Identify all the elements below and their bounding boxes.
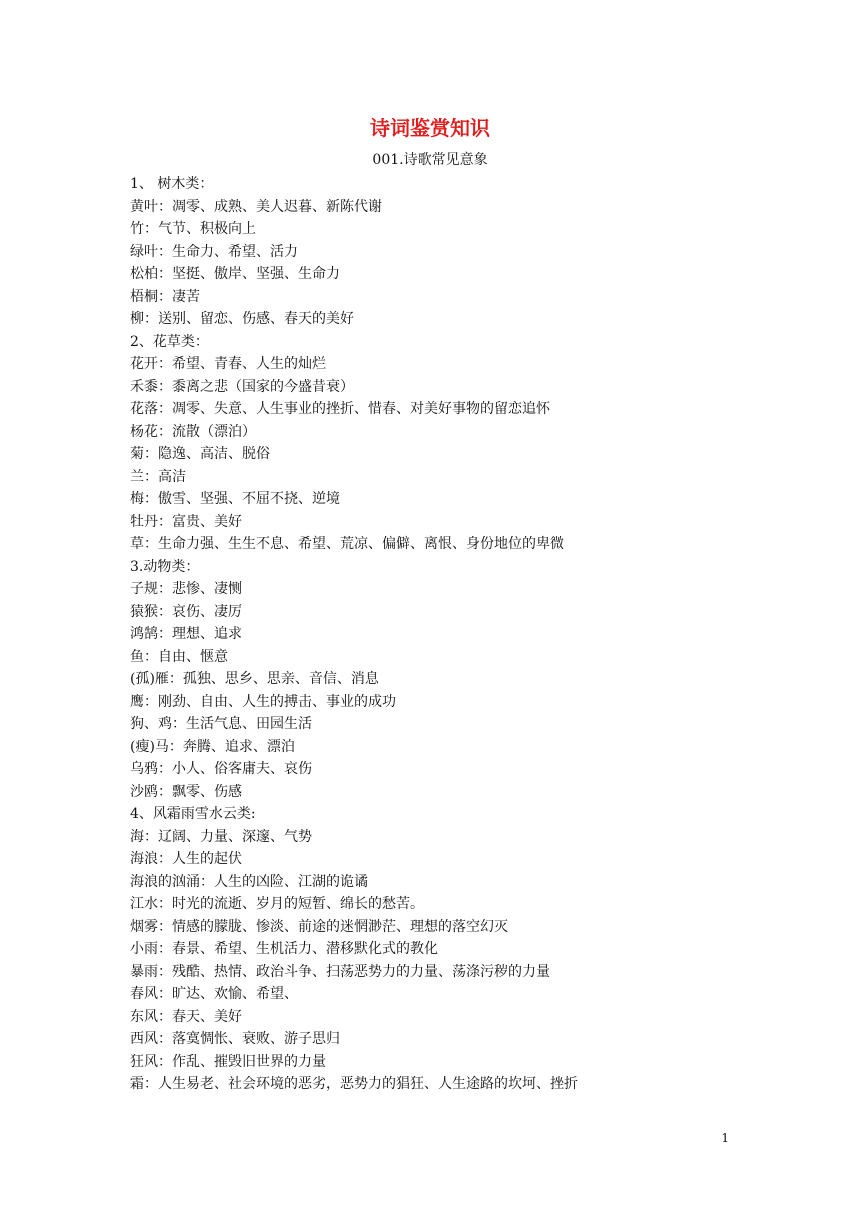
text-line: 绿叶：生命力、希望、活力 [130, 243, 298, 260]
text-line: 梅：傲雪、坚强、不屈不挠、逆境 [130, 491, 340, 507]
text-line: 杨花：流散（漂泊） [130, 423, 256, 440]
text-line: 海：辽阔、力量、深邃、气势 [130, 828, 312, 845]
text-line: 1、 树木类： [130, 176, 214, 192]
text-line: 沙鸥：飘零、伤感 [130, 783, 242, 800]
text-line: 2、花草类： [130, 333, 209, 350]
document-title: 诗词鉴赏知识 [370, 116, 490, 140]
text-line: 松柏：坚挺、傲岸、坚强、生命力 [130, 266, 340, 282]
text-line: 狗、鸡：生活气息、田园生活 [130, 716, 312, 732]
imagery-list [130, 173, 770, 1096]
text-line: 猿猴：哀伤、凄厉 [130, 603, 242, 620]
section-heading: 001.诗歌常见意象 [372, 152, 488, 168]
text-line: 梧桐：凄苦 [130, 288, 200, 305]
text-line: 草：生命力强、生生不息、希望、荒凉、偏僻、离恨、身份地位的卑微 [130, 536, 564, 552]
text-line: 暴雨：残酷、热情、政治斗争、扫荡恶势力的力量、荡涤污秽的力量 [130, 963, 550, 980]
text-line: 牡丹：富贵、美好 [130, 513, 242, 530]
text-line: 鹰：刚劲、自由、人生的搏击、事业的成功 [130, 693, 396, 710]
page-number: 1 [721, 1131, 729, 1145]
text-line: 花落：凋零、失意、人生事业的挫折、惜春、对美好事物的留恋追怀 [130, 401, 550, 417]
text-line: 霜：人生易老、社会环境的恶劣，恶势力的猖狂、人生途路的坎坷、挫折 [130, 1076, 578, 1092]
text-line: 子规：悲惨、凄恻 [130, 581, 242, 597]
text-line: 海浪的汹涌：人生的凶险、江湖的诡谲 [130, 873, 368, 890]
text-line: 禾黍：黍离之悲（国家的今盛昔衰） [130, 378, 354, 395]
text-line: 竹：气节、积极向上 [130, 221, 256, 237]
text-line: 鸿鹄：理想、追求 [130, 626, 242, 642]
text-line: 兰：高洁 [130, 468, 186, 485]
text-line: (瘦)马：奔腾、追求、漂泊 [130, 738, 295, 755]
text-line: (孤)雁：孤独、思乡、思亲、音信、消息 [130, 671, 379, 687]
text-line: 狂风：作乱、摧毁旧世界的力量 [130, 1053, 326, 1070]
text-line: 黄叶：凋零、成熟、美人迟暮、新陈代谢 [130, 198, 382, 215]
text-line: 小雨：春景、希望、生机活力、潜移默化式的教化 [130, 941, 438, 957]
text-line: 春风：旷达、欢愉、希望、 [130, 986, 298, 1002]
text-line: 乌鸦：小人、俗客庸夫、哀伤 [130, 761, 312, 777]
text-line: 海浪：人生的起伏 [130, 851, 242, 867]
text-line: 烟雾：情感的朦胧、惨淡、前途的迷惘渺茫、理想的落空幻灭 [130, 918, 508, 935]
text-line: 柳：送别、留恋、伤感、春天的美好 [130, 311, 354, 327]
text-line: 西风：落寞惆怅、衰败、游子思归 [130, 1031, 340, 1047]
text-line: 花开：希望、青春、人生的灿烂 [130, 356, 326, 372]
text-line: 鱼：自由、惬意 [130, 648, 228, 665]
text-line: 东风：春天、美好 [130, 1008, 242, 1025]
text-line: 菊：隐逸、高洁、脱俗 [130, 446, 270, 462]
text-line: 3.动物类： [130, 558, 200, 575]
text-line: 4、风霜雨雪水云类: [130, 806, 256, 822]
text-line: 江水：时光的流逝、岁月的短暂、绵长的愁苦。 [130, 896, 424, 912]
